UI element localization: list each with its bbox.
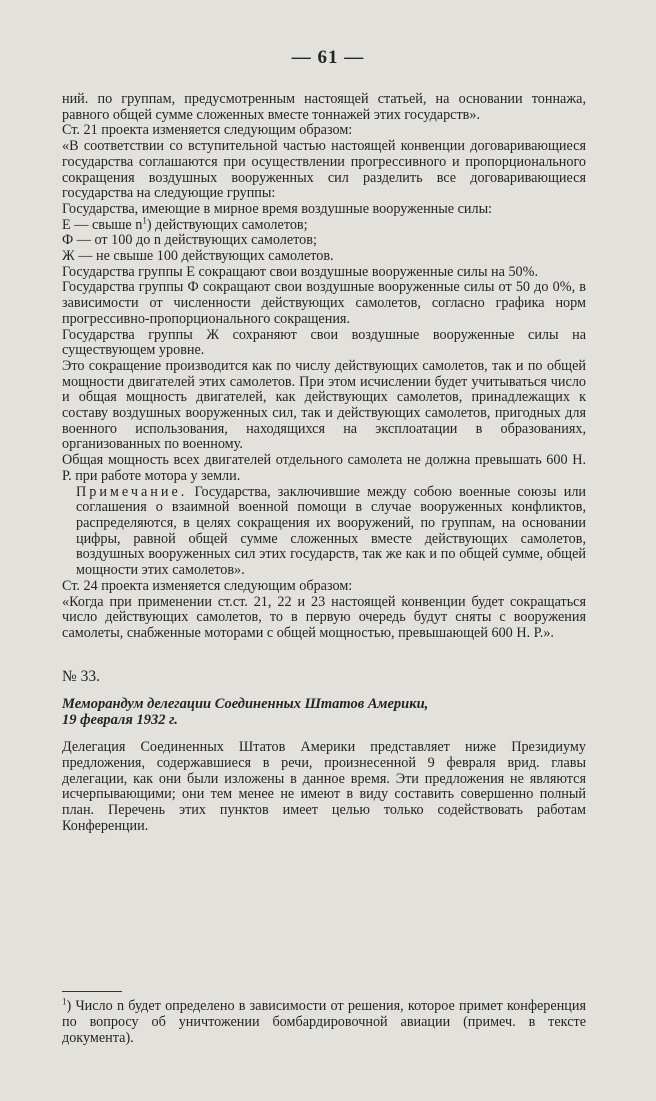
paragraph: Государства, имеющие в мирное время воздушные вооруженные силы: — [62, 200, 493, 217]
paragraph: Ст. 24 проекта изменяется следующим образом: — [62, 577, 353, 594]
note-text: Государства, заключившие между собою военные союзы или соглашения о взаимной военной помощи в случае вооруженных конфликтов, распределяются, в целях сокращения их вооружений, по группам, на основании цифры, равной общей сумме сложенных вместе действующих самолетов, воздушных вооруженных сил этих государств, так же как и по общей сумме, общей мощности этих самолетов». — [76, 483, 586, 579]
group-item: Ж — не свыше 100 действующих самолетов. — [62, 248, 334, 265]
paragraph: «В соответствии со вступительной частью настоящей конвенции договаривающиеся государства соглашаются при осуществлении прогрессивного и пропорционального сокращения воздушных вооруженных сил разделить все договаривающиеся государства на следующие группы: — [62, 138, 586, 202]
paragraph: Государства группы Ж сохраняют свои воздушные вооруженные силы на существующем уровне. — [62, 326, 586, 359]
footnote-divider — [62, 991, 122, 992]
group-item-text: Е — свыше n — [62, 216, 143, 233]
footnote-mark: 1 — [62, 996, 67, 1007]
note — [62, 485, 586, 579]
note-label: Примечание. — [76, 483, 188, 500]
document-number: № 33. — [62, 667, 101, 685]
group-item: Ф — от 100 до n действующих самолетов; — [62, 232, 317, 249]
paragraph: Ст. 21 проекта изменяется следующим образом: — [62, 122, 353, 139]
paragraph: ний. по группам, предусмотренным настоящей статьей, на основании тоннажа, равного общей сумме сложенных вместе тоннажей этих государств». — [62, 91, 586, 123]
paragraph: Государства группы Е сокращают свои воздушные вооруженные силы на 50%. — [62, 263, 539, 280]
paragraph: Делегация Соединенных Штатов Америки представляет ниже Президиуму предложения, содержавшиеся в речи, произнесенной 9 февраля врид. главы делегации, как они были изложены в данное время. Эти предложения не являются исчерпывающими; они тем менее не имеют в виду составить совершенно полный план. Перечень этих пунктов имеет целью только содействовать работам Конференции. — [62, 739, 586, 834]
page-number: — 61 — — [291, 47, 365, 68]
footnote-ref: 1 — [142, 214, 147, 225]
main-text — [62, 92, 586, 835]
paragraph: Государства группы Ф сокращают свои воздушные вооруженные силы от 50 до 0%, в зависимости от численности действующих самолетов, согласно графика норм прогрессивно-пропорционального сокращения. — [62, 279, 586, 327]
paragraph: «Когда при применении ст.ст. 21, 22 и 23 настоящей конвенции будет сокращаться число действующих самолетов, то в первую очередь будут сняты с вооружения самолеты, снабженные моторами с общей мощностью, превышающей 600 Н. Р.». — [62, 593, 586, 641]
group-item — [62, 214, 586, 234]
footnote-text: ) Число n будет определено в зависимости от решения, которое примет конференция по вопросу об уничтожении бомбардировочной авиации (примеч. в тексте документа). — [62, 998, 586, 1046]
footnote — [62, 998, 586, 1046]
paragraph: Это сокращение производится как по числу действующих самолетов, так и по общей мощности двигателей этих самолетов. При этом исчислении будет учитываться число и общая мощность двигателей, как действующих самолетов, принадлежащих к составу воздушных вооруженных сил, так и действующих самолетов, пригодных для военного использования, находящихся на эксплоатации в образованиях, организованных по военному. — [62, 357, 586, 453]
group-item-text: ) действующих самолетов; — [146, 216, 308, 233]
document-title-date: 19 февраля 1932 г. — [62, 712, 178, 729]
paragraph: Общая мощность всех двигателей отдельного самолета не должна превышать 600 Н. Р. при работе мотора у земли. — [62, 452, 586, 484]
document-title-line: Меморандум делегации Соединенных Штатов Америки, — [62, 696, 429, 713]
